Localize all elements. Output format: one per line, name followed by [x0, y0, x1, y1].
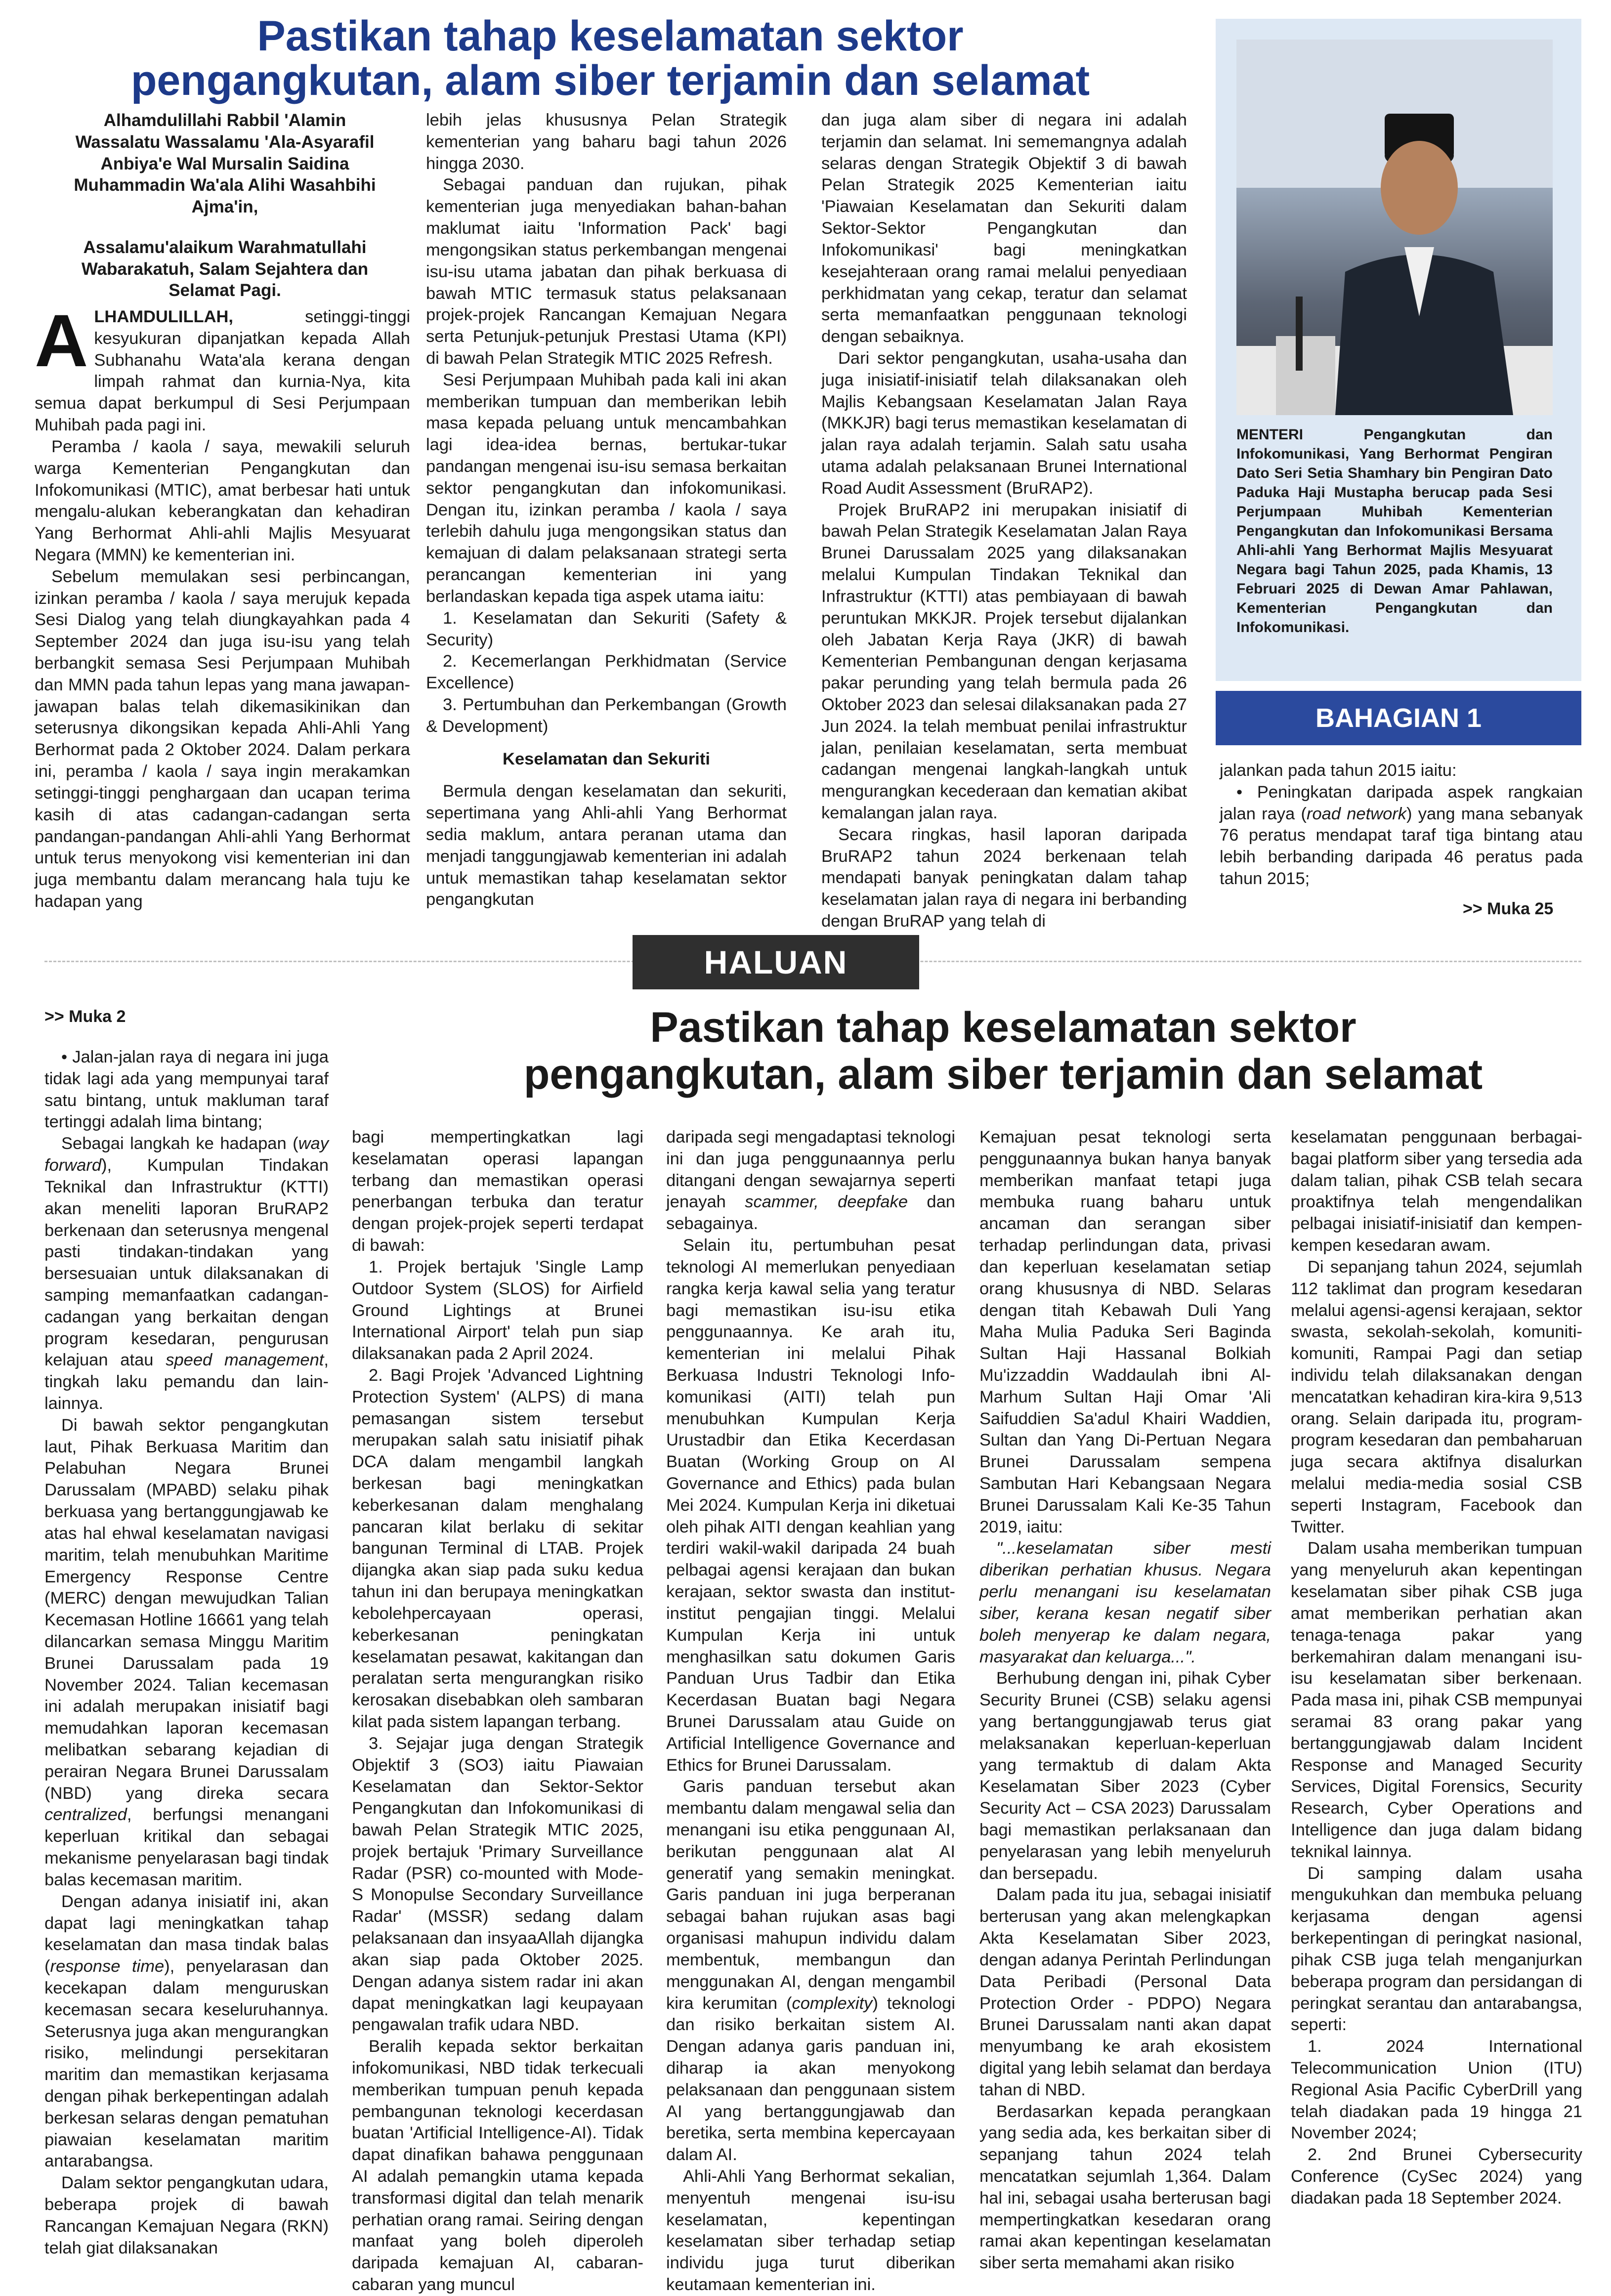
minister-photo [1236, 40, 1553, 415]
salutation-line: Wassalatu Wassalamu 'Ala-Asyarafil [75, 132, 375, 152]
article-paragraph: Ahli-Ahli Yang Berhormat sekalian, menyentuh mengenai isu-isu keselamatan, kepentingan keselamatan siber terhadap setiap individu juga turut diberikan keutamaan kementerian ini. [666, 2167, 955, 2295]
article-paragraph: dan juga alam siber di negara ini adalah terjamin dan selamat. Ini sememangnya adalah selaras dengan Strategik Objektif 3 di bawah Pelan Strategik 2025 Kementerian iaitu 'Piawaian Keselamatan dan Sekuriti dalam Sektor-Sektor Pengangkutan dan Infokomunikasi' bagi meningkatkan kesejahteraan orang ramai melalui penyediaan perkhidmatan yang cekap, teratur dan selamat serta memanfaatkan penggunaan teknologi dengan sebaiknya. [821, 111, 1187, 346]
text-run: Sebagai langkah ke hadapan ( [61, 1134, 298, 1153]
article-paragraph: Selain itu, pertumbuhan pesat teknologi AI memerlukan penyediaan rangka kerja kawal selia yang teratur bagi memastikan isu-isu etika penggunaannya. Ke arah itu, kementerian ini melalui Pihak Berkuasa Industri Teknologi Info-komunikasi (AITI) telah pun menubuhkan Kumpulan Kerja Urustadbir dan Etika Kecerdasan Buatan (Working Group on AI Governance and Ethics) pada bulan Mei 2024. Kumpulan Kerja ini diketuai oleh pihak AITI dengan keahlian yang terdiri wakil-wakil daripada 24 buah pelbagai agensi kerajaan dan bukan kerajaan, sektor swasta dan institut-institut pengajian tinggi. Melalui Kumpulan Kerja ini untuk menghasilkan satu dokumen Garis Panduan Urus Tadbir dan Etika Kecerdasan Buatan bagi Negara Brunei Darussalam atau Guide on Artificial Intelligence Governance and Ethics for Brunei Darussalam. [666, 1236, 955, 1775]
list-item: 1. 2024 International Telecommunication Union (ITU) Regional Asia Pacific CyberDrill yang telah diadakan pada 19 hingga 21 November 2024; [1291, 2037, 1582, 2143]
drop-cap: A [35, 299, 88, 382]
article-paragraph: lebih jelas khususnya Pelan Strategik kementerian yang baharu bagi tahun 2026 hingga 2030. [426, 111, 787, 173]
salutation-line: Ajma'in, [191, 197, 258, 216]
headline-top-line1: Pastikan tahap keselamatan sektor [257, 12, 964, 60]
article-paragraph: Dari sektor pengangkutan, usaha-usaha dan juga inisiatif-inisiatif telah dilaksanakan oleh Majlis Kebangsaan Keselamatan Jalan Raya (MKKJR) bagi terus memastikan keselamatan di jalan raya adalah terjamin. Salah satu usaha utama adalah pelaksanaan Brunei International Road Audit Assessment (BruRAP2). [821, 348, 1187, 498]
subheading: Keselamatan dan Sekuriti [503, 749, 710, 768]
text-run: ) yang mana sebanyak 76 peratus mendapat taraf tiga bintang atau lebih berbanding daripada 46 peratus pada tahun 2015; [1220, 804, 1583, 889]
bottom-column-4 [979, 1127, 1271, 2274]
bahagian-banner: BAHAGIAN 1 [1216, 691, 1581, 745]
minister-figure-icon [1236, 40, 1553, 415]
text-run: Di bawah sektor pengangkutan laut, Pihak Berkuasa Maritim dan Pelabuhan Negara Brunei Darussalam (MPABD) selaku pihak berkuasa yang bertanggungjawab ke atas hal ehwal keselamatan navigasi maritim, telah menubuhkan Maritime Emergency Response Centre (MERC) dengan mewujudkan Talian Kecemasan Hotline 16661 yang telah dilancarkan semasa Minggu Maritim Brunei Darussalam pada 19 November 2024. Talian kecemasan ini adalah merupakan inisiatif bagi memudahkan laporan kecemasan melibatkan sebarang kejadian di perairan Negara Brunei Darussalam (NBD) yang direka secara [44, 1415, 329, 1803]
top-column-4 [1220, 760, 1583, 890]
salutation-line: Alhamdulillahi Rabbil 'Alamin [103, 111, 346, 130]
top-column-2 [426, 110, 787, 911]
headline-bottom-line1: Pastikan tahap keselamatan sektor [650, 1004, 1357, 1051]
text-run: • Peningkatan daripada aspek rangkaian jalan raya ( [1220, 782, 1583, 823]
text-run: ) teknologi dan risiko berkaitan sistem AI. Dengan adanya garis panduan ini, diharap ia akan menyokong pelaksanaan dan penggunaan sistem AI yang bertanggungjawab dan beretika, serta membina kepercayaan dalam AI. [666, 1994, 955, 2165]
bottom-column-5 [1291, 1127, 1582, 2210]
article-paragraph: Peramba / kaola / saya, mewakili seluruh warga Kementerian Pengangkutan dan Infokomunikasi (MTIC), amat berbesar hati untuk mengalu-alukan keberangkatan dan kehadiran Yang Berhormat Ahli-ahli Majlis Mesyuarat Negara (MMN) ke kementerian ini. [35, 437, 410, 564]
section-label: HALUAN [633, 935, 919, 989]
bottom-column-1 [44, 1047, 329, 2259]
article-paragraph: Kemajuan pesat teknologi serta penggunaannya bukan hanya banyak memberikan manfaat tetapi juga membuka ruang baharu untuk ancaman dan serangan siber terhadap perlindungan data, privasi dan keperluan keselamatan setiap orang khususnya di NBD. Selaras dengan titah Kebawah Duli Yang Maha Mulia Paduka Seri Baginda Sultan Haji Hassanal Bolkiah Mu'izzaddin Waddaulah ibni Al-Marhum Sultan Haji Omar 'Ali Saifuddien Sa'adul Khairi Waddien, Sultan dan Yang Di-Pertuan Negara Brunei Darussalam sempena Sambutan Hari Kebangsaan Negara Brunei Darussalam Kali Ke-35 Tahun 2019, iaitu: [979, 1128, 1271, 1536]
bottom-column-2 [352, 1127, 643, 2296]
headline-top-line2: pengangkutan, alam siber terjamin dan selamat [130, 57, 1090, 105]
article-paragraph: Dalam sektor pengangkutan udara, beberapa projek di bawah Rancangan Kemajuan Negara (RKN) telah giat dilaksanakan [44, 2173, 329, 2257]
bottom-column-3 [666, 1127, 955, 2296]
article-paragraph: Bermula dengan keselamatan dan sekuriti, sepertimana yang Ahli-ahli Yang Berhormat sedia maklum, antara peranan utama dan menjadi tanggungjawab kementerian ini adalah untuk memastikan tahap keselamatan sektor pengangkutan [426, 782, 787, 909]
article-paragraph [666, 1127, 955, 1235]
article-paragraph: Dalam pada itu jua, sebagai inisiatif berterusan yang akan melengkapkan Akta Keselamatan Siber 2023, dengan adanya Perintah Perlindungan Data Peribadi (Personal Data Protection Order - PDPO) Negara Brunei Darussalam nanti akan dapat menyumbang ke arah ekosistem digital yang lebih selamat dan berdaya tahan di NBD. [979, 1885, 1271, 2099]
italic-term: scammer, deepfake [745, 1192, 908, 1212]
text-run: daripada segi mengadaptasi teknologi ini dan juga penggunaannya perlu ditangani dengan sewajarnya seperti jenayah [666, 1128, 955, 1212]
article-paragraph: jalankan pada tahun 2015 iaitu: [1220, 761, 1457, 780]
article-paragraph [44, 1891, 329, 2173]
article-paragraph: Berdasarkan kepada perangkaan yang sedia ada, kes berkaitan siber di sepanjang tahun 2024 telah mencatatkan sejumlah 1,364. Dalam hal ini, sebagai usaha berterusan bagi mempertingkatkan kesedaran orang ramai akan kepentingan keselamatan siber serta memahami akan risiko [979, 2102, 1271, 2273]
list-item: 2. Kecemerlangan Perkhidmatan (Service Excellence) [426, 652, 787, 693]
article-paragraph: Beralih kepada sektor berkaitan infokomunikasi, NBD tidak terkecuali memberikan tumpuan penuh kepada pembangunan teknologi kecerdasan buatan 'Artificial Intelligence-AI). Tidak dapat dinafikan bahawa penggunaan AI adalah pemangkin utama kepada transformasi digital dan telah menarik perhatian orang ramai. Seiring dengan manfaat yang boleh diperoleh daripada kemajuan AI, cabaran-cabaran yang muncul [352, 2037, 643, 2295]
text-run: , tingkah laku pemandu dan lain-lainnya. [44, 1351, 329, 1413]
article-paragraph: Secara ringkas, hasil laporan daripada BruRAP2 tahun 2024 berkenaan telah mendapati banyak peningkatan dalam tahap keselamatan jalan raya di negara ini berbanding dengan BruRAP yang telah di [821, 825, 1187, 931]
article-paragraph: • Jalan-jalan raya di negara ini juga tidak lagi ada yang mempunyai taraf satu bintang, untuk makluman taraf tertinggi adalah lima bintang; [44, 1048, 329, 1132]
salutation-line: Assalamu'alaikum Warahmatullahi [83, 237, 367, 257]
salutation [42, 110, 408, 301]
article-paragraph: Sesi Perjumpaan Muhibah pada kali ini akan memberikan tumpuan dan memberikan lebih masa kepada peluang untuk mencambahkan lagi idea-idea bernas, bertukar-tukar pandangan mengenai isu-isu semasa berkaitan sektor pengangkutan dan infokomunikasi. Dengan itu, izinkan peramba / kaola / saya terlebih dahulu juga mengongsikan status dan kemajuan di dalam pelaksanaan strategi serta perancangan kementerian ini yang berlandaskan kepada tiga aspek utama iaitu: [426, 370, 787, 606]
article-paragraph: Dalam usaha memberikan tumpuan yang menyeluruh akan kepentingan keselamatan siber pihak CSB juga amat memberikan perhatian akan tenaga-tenaga pakar yang berkemahiran dalam menangani isu-isu keselamatan siber berkenaan. Pada masa ini, pihak CSB mempunyai seramai 83 orang pakar yang bertanggungjawab dalam Incident Response and Managed Security Services, Digital Forensics, Security Research, Cyber Operations and Intelligence dan juga dalam bidang teknikal lainnya. [1291, 1539, 1582, 1861]
italic-term: complexity [792, 1994, 873, 2013]
text-run: ), Kumpulan Tindakan Teknikal dan Infrastruktur (KTTI) akan meneliti laporan BruRAP2 berkenaan dan seterusnya mengenal pasti tindakan-tindakan yang bersesuaian untuk dilaksanakan di samping memanfaatkan cadangan-cadangan yang berkaitan dengan program kesedaran, pengurusan kelajuan atau [44, 1156, 329, 1370]
article-paragraph: bagi mempertingkatkan lagi keselamatan operasi lapangan terbang dan memastikan operasi penerbangan terbuka dan teratur dengan projek-projek seperti terdapat di bawah: [352, 1128, 643, 1255]
list-item: 2. Bagi Projek 'Advanced Lightning Protection System' (ALPS) di mana pemasangan sistem tersebut merupakan salah satu inisiatif pihak DCA dalam mengambil langkah berkesan bagi meningkatkan keberkesanan dalam menghalang pancaran kilat berlaku di sekitar bangunan Terminal di LTAB. Projek dijangka akan siap pada suku kedua tahun ini dan berupaya meningkatkan kebolehpercayaan operasi, keberkesanan peningkatan keselamatan pesawat, kakitangan dan peralatan serta mengurangkan risiko kerosakan disebabkan oleh sambaran kilat pada sistem lapangan terbang. [352, 1365, 643, 1731]
headline-bottom-line2: pengangkutan, alam siber terjamin dan selamat [523, 1050, 1483, 1098]
page-headline-bottom [435, 1004, 1571, 1098]
salutation-line: Wabarakatuh, Salam Sejahtera dan [81, 259, 369, 279]
list-item: 1. Projek bertajuk 'Single Lamp Outdoor System (SLOS) for Airfield Ground Lightings at Brunei International Airport' telah pun siap dilaksanakan pada 2 April 2024. [352, 1257, 643, 1363]
list-item: 1. Keselamatan dan Sekuriti (Safety & Security) [426, 608, 787, 649]
lead-text: setinggi-tinggi kesyukuran dipanjatkan kepada Allah Subhanahu Wata'ala kerana dengan limpah rahmat dan kurnia-Nya, kita semua dapat berkumpul di Sesi Perjumpaan Muhibah pada pagi ini. [35, 307, 410, 435]
article-paragraph: Projek BruRAP2 ini merupakan inisiatif di bawah Pelan Strategik Keselamatan Jalan Raya Brunei Darussalam 2025 yang dilaksanakan melalui Kumpulan Tindakan Teknikal dan Infrastruktur (KTTI) atas pembiayaan di bawah peruntukan MKKJR. Projek tersebut dijalankan oleh Jabatan Kerja Raya (JKR) di bawah Kementerian Pembangunan dengan kerjasama pakar perunding yang telah bermula pada 26 Oktober 2023 dan selesai dilaksanakan pada 27 Jun 2024. Ia telah membuat penilai infrastruktur jalan, penilaian keselamatan, serta membuat cadangan mengenai langkah-langkah untuk mengurangkan kecederaan dan kematian akibat kemalangan jalan raya. [821, 500, 1187, 822]
article-paragraph: Sebagai panduan dan rujukan, pihak kementerian juga menyediakan bahan-bahan maklumat iaitu 'Information Pack' bagi mengongsikan status perkembangan mengenai isu-isu utama jabatan dan pihak berkuasa di bawah MTIC termasuk status pelaksanaan projek-projek Rancangan Kemajuan Negara serta Petunjuk-petunjuk Prestasi Utama (KPI) di bawah Pelan Strategik MTIC 2025 Refresh. [426, 175, 787, 368]
text-run: , berfungsi menangani keperluan kritikal dan sebagai mekanisme penyelarasan bagi tindak balas kecemasan maritim. [44, 1805, 329, 1889]
continued-link-next[interactable]: >> Muka 25 [1463, 899, 1554, 918]
article-paragraph [1220, 782, 1583, 890]
article-paragraph [44, 1415, 329, 1891]
article-paragraph [35, 299, 410, 436]
salutation-line: Anbiya'e Wal Mursalin Saidina [100, 154, 349, 173]
top-column-1 [35, 299, 410, 913]
article-paragraph: Di samping dalam usaha mengukuhkan dan membuka peluang kerjasama dengan agensi berkepentingan di peringkat nasional, pihak CSB juga telah menganjurkan beberapa program dan persidangan di peringkat serantau dan antarabangsa, seperti: [1291, 1864, 1582, 2035]
list-item: 2. 2nd Brunei Cybersecurity Conference (CySec 2024) yang diadakan pada 18 September 2024. [1291, 2145, 1582, 2208]
top-column-3 [821, 110, 1187, 933]
italic-term: speed management [166, 1351, 324, 1370]
article-paragraph: Di sepanjang tahun 2024, sejumlah 112 taklimat dan program kesedaran melalui agensi-agensi kerajaan, sektor swasta, sekolah-sekolah, komuniti-komuniti, Rampai Pagi dan setiap individu telah dilaksanakan dengan mencatatkan kehadiran kira-kira 9,513 orang. Selain daripada itu, program-program kesedaran dan pembaharuan juga secara aktifnya disalurkan melalui media-media sosial CSB seperti Instagram, Facebook dan Twitter. [1291, 1257, 1582, 1536]
royal-quote: "...keselamatan siber mesti diberikan perhatian khusus. Negara perlu menangani isu keselamatan siber, kerana kesan negatif siber boleh menyerap ke dalam negara, masyarakat dan keluarga...". [979, 1539, 1271, 1666]
salutation-line: Muhammadin Wa'ala Alihi Wasahbihi [74, 175, 376, 195]
lead-word: LHAMDULILLAH, [94, 307, 234, 326]
italic-term: way forward [44, 1134, 329, 1175]
text-run: Garis panduan tersebut akan membantu dalam mengawal selia dan menangani isu etika penggunaan AI, berikutan penggunaan alat AI generatif yang semakin meningkat. Garis panduan ini juga berperanan sebagai bahan rujukan asas bagi organisasi mahupun individu dalam membentuk, membangun dan menggunakan AI, dengan mengambil kira kerumitan ( [666, 1777, 955, 2013]
text-run: Dengan adanya inisiatif ini, akan dapat lagi meningkatkan tahap keselamatan dan masa tindak balas ( [44, 1892, 329, 1976]
text-run: dan sebagainya. [666, 1192, 955, 1233]
article-paragraph [666, 1776, 955, 2166]
text-run: ), penyelarasan dan kecekapan dalam menguruskan kecemasan secara keseluruhannya. Seterusnya juga akan mengurangkan risiko, melindungi persekitaran maritim dan memastikan kerjasama dengan pihak berkepentingan adalah berkesan selaras dengan pematuhan piawaian keselamatan maritim antarabangsa. [44, 1957, 329, 2171]
italic-term: road network [1306, 804, 1407, 823]
article-paragraph: keselamatan penggunaan berbagai-bagai platform siber yang tersedia ada dalam talian, pihak CSB telah secara proaktifnya telah mengendalikan pelbagai inisiatif-inisiatif dan kempen-kempen kesedaran awam. [1291, 1128, 1582, 1255]
salutation-line: Selamat Pagi. [169, 281, 281, 300]
continued-link-prev[interactable]: >> Muka 2 [44, 1007, 126, 1026]
page-headline-top [35, 14, 1186, 103]
article-paragraph [44, 1133, 329, 1415]
article-paragraph: Sebelum memulakan sesi perbincangan, izinkan peramba / kaola / saya merujuk kepada Sesi Dialog yang telah diungkayahkan pada 4 September 2024 dan juga isu-isu yang telah berbangkit semasa Sesi Perjumpaan Muhibah dan MMN pada tahun lepas yang mana jawapan-jawapan balas telah dikemasikinikan dan seterusnya dikongsikan kepada Ahli-Ahli Yang Berhormat pada 2 Oktober 2024. Dalam perkara ini, peramba / kaola / saya ingin merakamkan setinggi-tinggi penghargaan dan ucapan terima kasih di atas cadangan-cadangan serta pandangan-pandangan Ahli-ahli Yang Berhormat untuk terus menyokong visi kementerian ini dan juga membantu dalam merancang hala tuju ke hadapan yang [35, 567, 410, 911]
italic-term: centralized [44, 1805, 127, 1825]
article-paragraph: Berhubung dengan ini, pihak Cyber Security Brunei (CSB) selaku agensi yang bertanggungjawab terus giat melaksanakan keperluan-keperluan yang termaktub di dalam Akta Keselamatan Siber 2023 (Cyber Security Act – CSA 2023) Darussalam bagi memastikan perlaksanaan dan penyelarasan yang lebih menyeluruh dan bersepadu. [979, 1669, 1271, 1883]
list-item: 3. Sejajar juga dengan Strategik Objektif 3 (SO3) iaitu Piawaian Keselamatan dan Sektor-Sektor Pengangkutan dan Infokomunikasi di bawah Pelan Strategik MTIC 2025, projek bertajuk 'Primary Surveillance Radar (PSR) co-mounted with Mode-S Monopulse Secondary Surveillance Radar' (MSSR) sedang dalam pelaksanaan dan insyaaAllah dijangka akan siap pada Oktober 2025. Dengan adanya sistem radar ini akan dapat meningkatkan lagi keupayaan pengawalan trafik udara NBD. [352, 1734, 643, 2035]
italic-term: response time [50, 1957, 165, 1976]
list-item: 3. Pertumbuhan dan Perkembangan (Growth & Development) [426, 695, 787, 736]
photo-caption: MENTERI Pengangkutan dan Infokomunikasi, Yang Berhormat Pengiran Dato Seri Setia Shamhary bin Pengiran Dato Paduka Haji Mustapha berucap pada Sesi Perjumpaan Muhibah Kementerian Pengangkutan dan Infokomunikasi Bersama Ahli-ahli Yang Berhormat Majlis Mesyuarat Negara bagi Tahun 2025, pada Khamis, 13 Februari 2025 di Dewan Amar Pahlawan, Kementerian Pengangkutan dan Infokomunikasi. [1236, 426, 1553, 636]
